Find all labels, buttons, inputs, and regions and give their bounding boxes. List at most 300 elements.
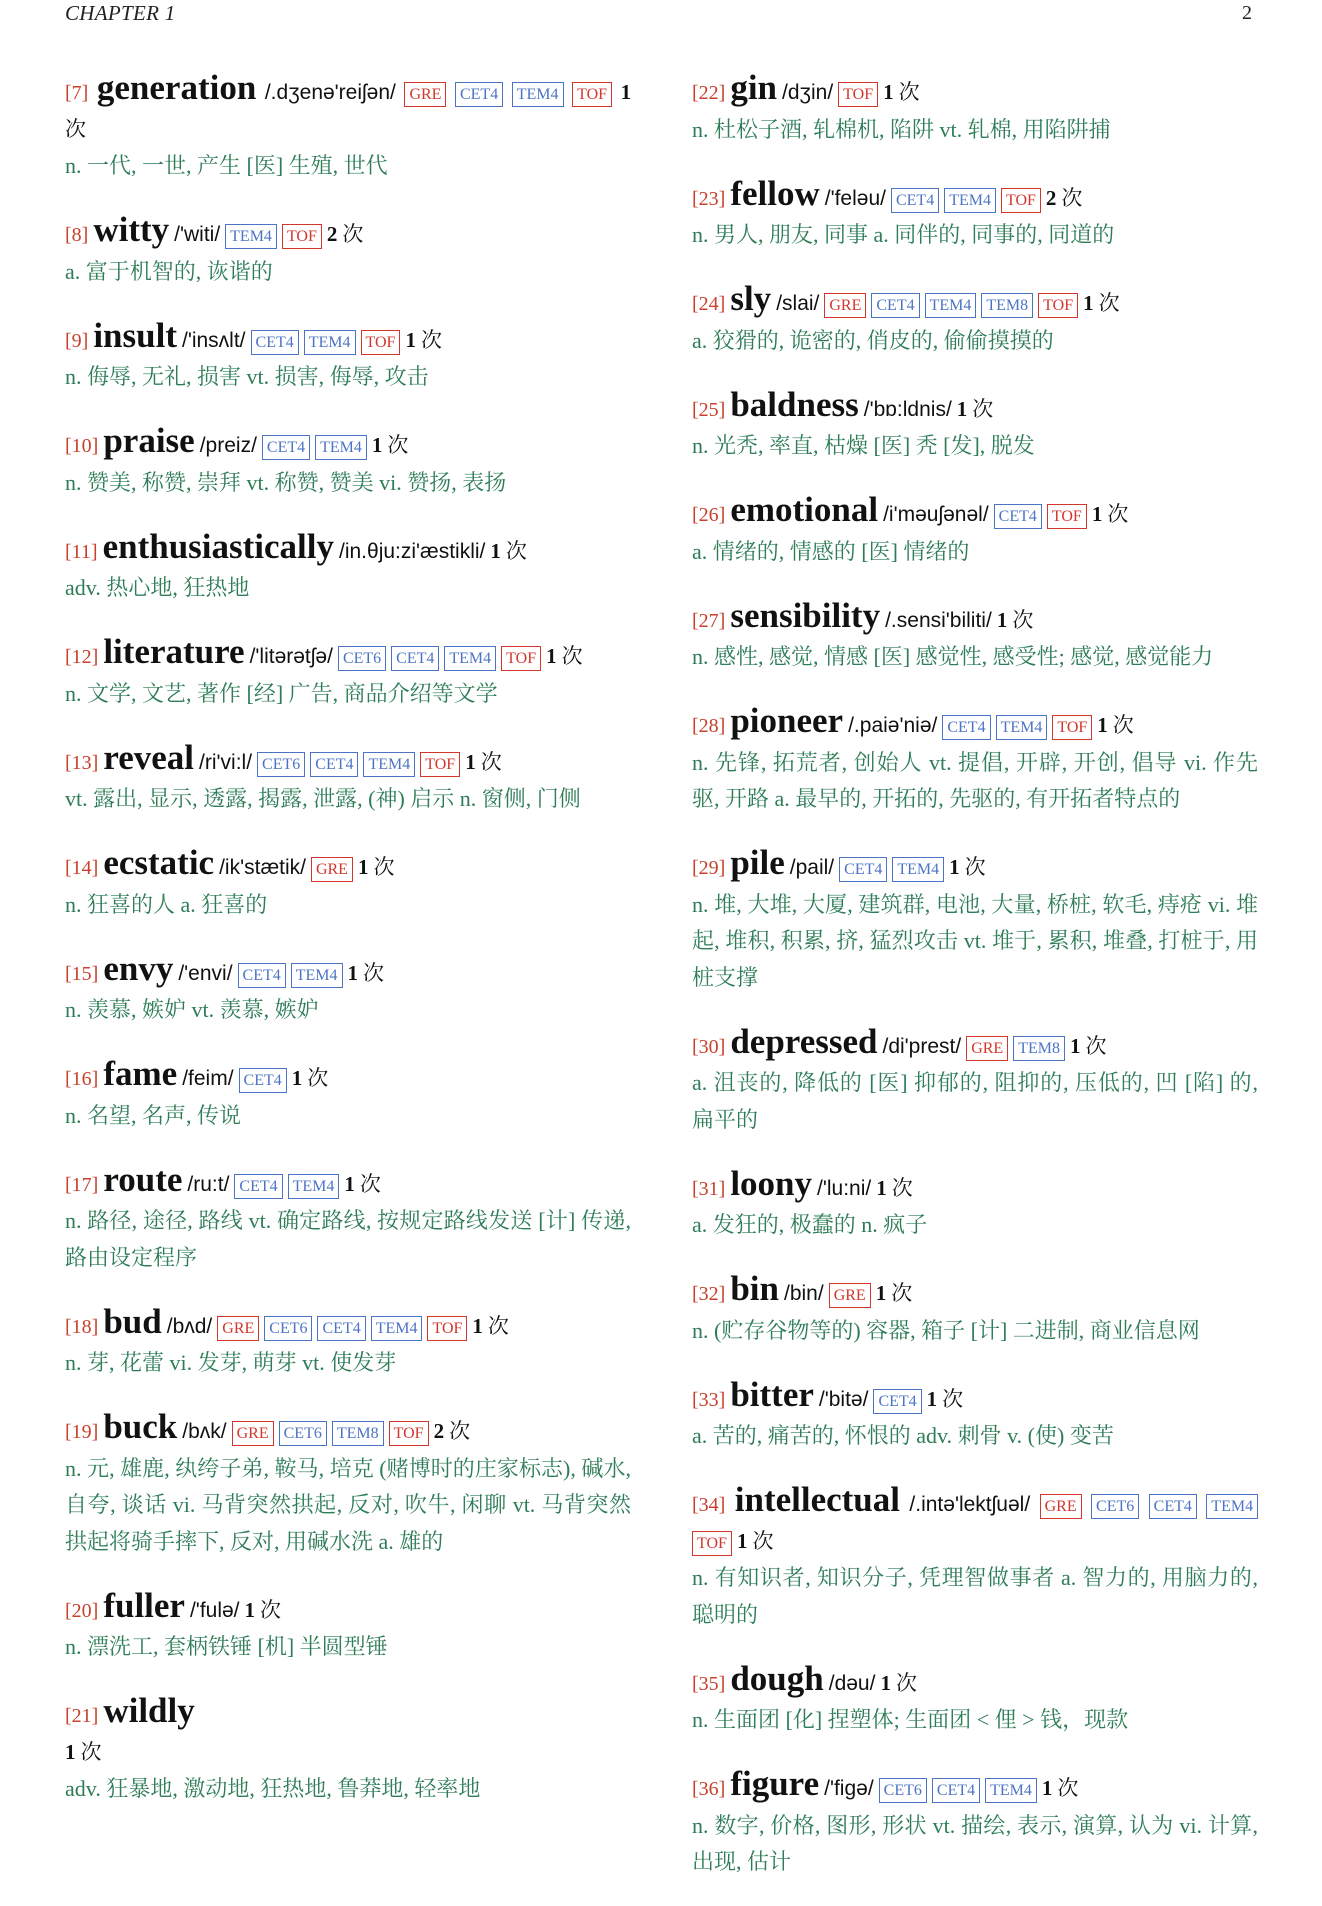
tag-cet4-badge: CET4 <box>1149 1494 1197 1519</box>
tag-cet4-badge: CET4 <box>317 1316 365 1341</box>
occurrence-count: 1 <box>875 1281 887 1305</box>
headword: insult <box>93 315 177 355</box>
pronunciation: /in.θju:zi'æstikli/ <box>339 539 486 563</box>
tag-gre-badge: GRE <box>217 1316 259 1341</box>
occurrence-count: 1 <box>472 1313 483 1338</box>
tag-tem4-badge: TEM4 <box>288 1174 340 1199</box>
pronunciation: /'envi/ <box>178 961 233 985</box>
entry-index: [31] <box>692 1177 726 1200</box>
vocab-entry <box>692 68 1258 148</box>
occurrence-unit: 次 <box>964 855 986 879</box>
tag-tem4-badge: TEM4 <box>315 435 367 460</box>
entry-headline <box>692 1480 1258 1560</box>
right-column <box>692 68 1258 1906</box>
tag-tem4-badge: TEM4 <box>1206 1494 1258 1519</box>
tag-cet6-badge: CET6 <box>1091 1494 1139 1519</box>
tag-cet4-badge: CET4 <box>932 1778 980 1803</box>
occurrence-count: 1 <box>1083 291 1094 315</box>
pronunciation: /i'məuʃənəl/ <box>883 503 989 526</box>
pronunciation: /'feləu/ <box>824 186 886 210</box>
occurrence-unit: 次 <box>342 222 364 246</box>
pronunciation: /bʌk/ <box>182 1420 227 1443</box>
entry-index: [23] <box>692 187 726 210</box>
tag-cet6-badge: CET6 <box>338 646 386 671</box>
headword: fuller <box>103 1585 185 1625</box>
headword: wildly <box>103 1691 195 1730</box>
pronunciation: /.sensi'biliti/ <box>885 608 992 632</box>
vocab-entry <box>65 949 631 1029</box>
headword: literature <box>103 632 245 671</box>
entry-headline <box>65 632 631 676</box>
occurrence-unit: 次 <box>1107 502 1129 526</box>
tag-cet4-badge: CET4 <box>891 188 939 213</box>
occurrence-count: 2 <box>1045 185 1057 210</box>
tag-cet4-badge: CET4 <box>262 435 310 460</box>
entry-index: [10] <box>65 435 99 457</box>
occurrence-unit: 次 <box>363 960 385 985</box>
occurrence-count: 1 <box>546 644 557 668</box>
entry-index: [27] <box>692 609 726 632</box>
occurrence-unit: 次 <box>65 116 86 141</box>
headword: bin <box>730 1269 779 1308</box>
tag-cet6-badge: CET6 <box>279 1421 327 1446</box>
vocab-entry <box>692 701 1258 818</box>
tag-cet4-badge: CET4 <box>251 330 299 355</box>
occurrence-unit: 次 <box>1112 713 1134 737</box>
tag-tof-badge: TOF <box>572 82 612 107</box>
vocab-entry <box>692 1480 1258 1633</box>
definition: a. 沮丧的, 降低的 [医] 抑郁的, 阻抑的, 压低的, 凹 [陷] 的, 扁平的 <box>692 1070 1258 1132</box>
headword: ecstatic <box>103 843 215 882</box>
tag-tem4-badge: TEM4 <box>925 293 977 318</box>
occurrence-count: 1 <box>465 749 476 774</box>
entry-headline <box>692 1269 1258 1313</box>
headword: intellectual <box>734 1480 900 1519</box>
headword: gin <box>730 68 778 107</box>
occurrence-count: 1 <box>291 1066 303 1090</box>
definition: n. (贮存谷物等的) 容器, 箱子 [计] 二进制, 商业信息网 <box>692 1317 1200 1343</box>
entry-index: [24] <box>692 293 726 315</box>
entry-headline <box>65 1054 631 1098</box>
entry-index: [18] <box>65 1315 99 1338</box>
pronunciation: /'bitə/ <box>818 1387 869 1411</box>
headword: loony <box>730 1163 813 1203</box>
tag-tem4-badge: TEM4 <box>512 82 564 107</box>
vocab-entry <box>692 1022 1258 1139</box>
occurrence-count: 1 <box>926 1386 938 1411</box>
pronunciation: /preiz/ <box>199 434 257 457</box>
vocab-entry <box>692 174 1258 254</box>
entry-index: [35] <box>692 1672 726 1695</box>
tag-gre-badge: GRE <box>311 857 353 882</box>
occurrence-unit: 次 <box>420 327 442 352</box>
occurrence-count: 1 <box>956 396 968 421</box>
occurrence-count: 1 <box>371 433 383 457</box>
occurrence-unit: 次 <box>487 1313 509 1338</box>
entry-index: [14] <box>65 857 99 879</box>
tag-cet4-badge: CET4 <box>310 752 358 777</box>
definition: n. 羡慕, 嫉妒 vt. 羡慕, 嫉妒 <box>65 997 319 1022</box>
tag-tem8-badge: TEM8 <box>981 293 1033 318</box>
definition: n. 文学, 文艺, 著作 [经] 广告, 商品介绍等文学 <box>65 680 498 706</box>
occurrence-unit: 次 <box>480 749 502 774</box>
vocab-entry <box>692 1164 1258 1244</box>
occurrence-unit: 次 <box>898 80 920 104</box>
tag-cet4-badge: CET4 <box>873 1389 921 1414</box>
pronunciation: /pail/ <box>789 856 835 879</box>
entry-index: [34] <box>692 1494 726 1516</box>
pronunciation: /bin/ <box>783 1282 824 1305</box>
entry-index: [29] <box>692 857 726 879</box>
definition: n. 路径, 途径, 路线 vt. 确定路线, 按规定路线发送 [计] 传递, 路由设定程序 <box>65 1208 631 1270</box>
entry-index: [32] <box>692 1283 726 1305</box>
vocab-entry <box>692 279 1258 359</box>
occurrence-unit: 次 <box>260 1597 282 1622</box>
entry-headline <box>692 1764 1258 1808</box>
tag-tof-badge: TOF <box>1047 504 1087 529</box>
tag-gre-badge: GRE <box>404 82 446 107</box>
occurrence-unit: 次 <box>972 396 994 421</box>
tag-tof-badge: TOF <box>420 752 460 777</box>
tag-cet4-badge: CET4 <box>871 293 919 318</box>
occurrence-count: 1 <box>244 1597 256 1622</box>
occurrence-unit: 次 <box>1012 607 1034 632</box>
tag-tem4-badge: TEM4 <box>892 857 944 882</box>
headword: sly <box>730 279 772 318</box>
tag-gre-badge: GRE <box>232 1421 274 1446</box>
headword: sensibility <box>730 595 881 635</box>
definition: n. 堆, 大堆, 大厦, 建筑群, 电池, 大量, 桥桩, 软毛, 痔疮 vi. 堆起, 堆积, 积累, 挤, 猛烈攻击 vt. 堆于, 累积, 堆叠, 打桩于, 用桩支撑 <box>692 891 1258 990</box>
pronunciation: /'lu:ni/ <box>817 1176 872 1200</box>
definition: n. 赞美, 称赞, 崇拜 vt. 称赞, 赞美 vi. 赞扬, 表扬 <box>65 469 507 495</box>
headword: fellow <box>730 173 820 213</box>
vocab-entry <box>65 843 631 923</box>
entry-headline <box>65 316 631 360</box>
entry-index: [17] <box>65 1173 99 1196</box>
occurrence-unit: 次 <box>359 1171 381 1196</box>
pronunciation: /.intə'lektʃuəl/ <box>909 1493 1031 1516</box>
occurrence-count: 1 <box>405 327 416 352</box>
vocab-entry <box>692 843 1258 996</box>
entry-index: [15] <box>65 962 99 985</box>
entry-index: [13] <box>65 751 99 774</box>
definition: a. 发狂的, 极蠢的 n. 疯子 <box>692 1212 928 1237</box>
tag-tem4-badge: TEM4 <box>291 963 343 988</box>
definition: n. 名望, 名声, 传说 <box>65 1102 242 1128</box>
definition: n. 芽, 花蕾 vi. 发芽, 萌芽 vt. 使发芽 <box>65 1350 397 1375</box>
headword: reveal <box>103 737 195 777</box>
occurrence-unit: 次 <box>307 1066 329 1090</box>
occurrence-count: 1 <box>736 1528 748 1553</box>
occurrence-count: 1 <box>1041 1776 1053 1800</box>
entry-index: [22] <box>692 82 726 104</box>
entry-headline <box>65 738 631 782</box>
tag-tof-badge: TOF <box>1052 715 1092 740</box>
tag-tof-badge: TOF <box>501 646 541 671</box>
tag-tem8-badge: TEM8 <box>332 1421 384 1446</box>
entry-headline <box>692 1022 1258 1066</box>
headword: bud <box>103 1301 162 1341</box>
pronunciation: /'fulə/ <box>189 1598 240 1622</box>
tag-tem4-badge: TEM4 <box>944 188 996 213</box>
vocab-entry <box>65 421 631 501</box>
pronunciation: /'litərətʃə/ <box>249 645 333 668</box>
entry-index: [26] <box>692 504 726 526</box>
running-head-chapter: CHAPTER 1 <box>65 1 176 25</box>
occurrence-count: 1 <box>344 1171 355 1196</box>
entry-headline <box>65 68 631 148</box>
occurrence-count: 1 <box>883 80 894 104</box>
tag-tem4-badge: TEM4 <box>304 330 356 355</box>
headword: generation <box>96 68 257 107</box>
headword: pioneer <box>730 701 844 740</box>
headword: emotional <box>730 490 879 529</box>
definition: adv. 热心地, 狂热地 <box>65 575 250 600</box>
occurrence-count: 1 <box>65 1739 76 1764</box>
entry-headline <box>65 210 631 254</box>
occurrence-count: 1 <box>1097 713 1108 737</box>
occurrence-unit: 次 <box>942 1386 964 1411</box>
entry-index: [28] <box>692 715 726 737</box>
vocab-entry <box>692 1375 1258 1455</box>
entry-index: [7] <box>65 82 89 104</box>
tag-cet4-badge: CET4 <box>239 1068 287 1093</box>
pronunciation: /di'prest/ <box>882 1034 962 1058</box>
headword: enthusiastically <box>102 526 334 566</box>
occurrence-unit: 次 <box>891 1175 913 1200</box>
definition: n. 侮辱, 无礼, 损害 vt. 损害, 侮辱, 攻击 <box>65 364 429 389</box>
left-column <box>65 68 631 1833</box>
pronunciation: /ri'vi:l/ <box>199 750 253 774</box>
headword: route <box>103 1159 183 1199</box>
headword: buck <box>103 1407 178 1446</box>
occurrence-count: 1 <box>620 80 632 104</box>
tag-tof-badge: TOF <box>282 224 322 249</box>
occurrence-count: 1 <box>490 538 501 563</box>
pronunciation: /.dʒenə'reiʃən/ <box>264 81 396 104</box>
vocab-entry <box>65 1586 631 1666</box>
definition: a. 苦的, 痛苦的, 怀恨的 adv. 刺骨 v. (使) 变苦 <box>692 1423 1114 1448</box>
vocab-entry <box>65 68 631 185</box>
entry-index: [30] <box>692 1035 726 1058</box>
vocab-entry <box>65 1054 631 1134</box>
vocab-entry <box>65 1302 631 1382</box>
entry-headline <box>692 843 1258 887</box>
entry-headline <box>692 1659 1258 1703</box>
entry-index: [16] <box>65 1068 99 1090</box>
occurrence-unit: 次 <box>449 1419 471 1443</box>
definition: n. 感性, 感觉, 情感 [医] 感觉性, 感受性; 感觉, 感觉能力 <box>692 644 1214 669</box>
entry-index: [20] <box>65 1599 99 1622</box>
occurrence-count: 1 <box>1069 1033 1081 1058</box>
entry-headline <box>65 843 631 887</box>
pronunciation: /.paiə'niə/ <box>848 714 938 737</box>
tag-cet4-badge: CET4 <box>455 82 503 107</box>
occurrence-count: 2 <box>433 1419 445 1443</box>
occurrence-unit: 次 <box>752 1528 774 1553</box>
tag-cet4-badge: CET4 <box>994 504 1042 529</box>
vocab-entry <box>692 490 1258 570</box>
pronunciation: /dəu/ <box>828 1671 876 1695</box>
occurrence-count: 1 <box>880 1670 891 1695</box>
pronunciation: /dʒin/ <box>782 81 834 104</box>
headword: praise <box>103 421 195 460</box>
entry-headline <box>692 174 1258 218</box>
vocab-entry <box>692 1269 1258 1349</box>
pronunciation: /'figə/ <box>824 1777 874 1800</box>
occurrence-count: 1 <box>949 855 960 879</box>
entry-index: [11] <box>65 540 98 563</box>
tag-tem4-badge: TEM4 <box>996 715 1048 740</box>
occurrence-unit: 次 <box>895 1670 917 1695</box>
pronunciation: /slai/ <box>776 292 820 315</box>
occurrence-unit: 次 <box>891 1281 913 1305</box>
tag-tof-badge: TOF <box>389 1421 429 1446</box>
occurrence-unit: 次 <box>387 433 409 457</box>
vocab-entry <box>65 1407 631 1560</box>
entry-headline <box>65 1302 631 1346</box>
headword: depressed <box>730 1021 878 1061</box>
pronunciation: /'insʌlt/ <box>181 328 246 352</box>
headword: fame <box>103 1054 178 1093</box>
entry-headline <box>65 949 631 993</box>
definition: n. 漂洗工, 套柄铁锤 [机] 半圆型锤 <box>65 1634 388 1659</box>
tag-tof-badge: TOF <box>361 330 401 355</box>
entry-headline <box>692 279 1258 323</box>
definition: adv. 狂暴地, 激动地, 狂热地, 鲁莽地, 轻率地 <box>65 1776 481 1801</box>
definition: n. 元, 雄鹿, 纨绔子弟, 鞍马, 培克 (赌博时的庄家标志), 碱水, 自夸, 谈话 vi. 马背突然拱起, 反对, 吹牛, 闲聊 vt. 马背突然拱起将骑手摔下, 反对, 用碱水洗 a. 雄的 <box>65 1455 631 1554</box>
definition: n. 光秃, 率直, 枯燥 [医] 秃 [发], 脱发 <box>692 433 1035 458</box>
headword: figure <box>730 1764 820 1803</box>
headword: bitter <box>730 1374 814 1414</box>
pronunciation: /feim/ <box>182 1067 234 1090</box>
entry-headline <box>65 1586 631 1630</box>
entry-headline <box>65 421 631 465</box>
occurrence-unit: 次 <box>1098 291 1120 315</box>
entry-headline <box>692 1164 1258 1208</box>
pronunciation: /bʌd/ <box>166 1314 213 1338</box>
occurrence-unit: 次 <box>80 1739 102 1764</box>
vocab-entry <box>65 1691 631 1808</box>
entry-index: [21] <box>65 1705 99 1727</box>
tag-gre-badge: GRE <box>829 1283 871 1308</box>
occurrence-count: 1 <box>347 960 359 985</box>
headword: envy <box>103 948 174 988</box>
entry-index: [25] <box>692 398 726 421</box>
tag-tof-badge: TOF <box>1038 293 1078 318</box>
tag-tof-badge: TOF <box>838 82 878 107</box>
occurrence-count: 1 <box>996 607 1008 632</box>
definition: n. 一代, 一世, 产生 [医] 生殖, 世代 <box>65 153 388 178</box>
tag-tem4-badge: TEM4 <box>444 646 496 671</box>
definition: vt. 露出, 显示, 透露, 揭露, 泄露, (神) 启示 n. 窗侧, 门侧 <box>65 786 581 811</box>
tag-tof-badge: TOF <box>1001 188 1041 213</box>
tag-tem8-badge: TEM8 <box>1013 1036 1065 1061</box>
definition: n. 先锋, 拓荒者, 创始人 vt. 提倡, 开辟, 开创, 倡导 vi. 作先驱, 开路 a. 最早的, 开拓的, 先驱的, 有开拓者特点的 <box>692 749 1258 811</box>
occurrence-count: 1 <box>876 1175 887 1200</box>
tag-tem4-badge: TEM4 <box>985 1778 1037 1803</box>
occurrence-count: 1 <box>357 855 369 879</box>
pronunciation: /'bɒ:ldnis/ <box>863 397 952 421</box>
definition: a. 狡猾的, 诡密的, 俏皮的, 偷偷摸摸的 <box>692 327 1054 353</box>
entry-headline <box>692 1375 1258 1419</box>
pronunciation: /ik'stætik/ <box>219 856 306 879</box>
tag-tem4-badge: TEM4 <box>225 224 277 249</box>
tag-gre-badge: GRE <box>1040 1494 1082 1519</box>
occurrence-unit: 次 <box>373 855 395 879</box>
tag-cet4-badge: CET4 <box>234 1174 282 1199</box>
tag-tem4-badge: TEM4 <box>371 1316 423 1341</box>
vocab-entry <box>65 632 631 712</box>
entry-headline <box>65 1407 631 1451</box>
vocab-entry <box>65 1160 631 1277</box>
tag-cet6-badge: CET6 <box>264 1316 312 1341</box>
tag-cet4-badge: CET4 <box>238 963 286 988</box>
occurrence-unit: 次 <box>561 644 583 668</box>
occurrence-count: 2 <box>326 222 338 246</box>
occurrence-unit: 次 <box>1057 1776 1079 1800</box>
entry-headline <box>692 490 1258 534</box>
occurrence-count: 1 <box>1091 502 1103 526</box>
tag-tem4-badge: TEM4 <box>363 752 415 777</box>
vocab-entry <box>692 596 1258 676</box>
tag-tof-badge: TOF <box>427 1316 467 1341</box>
definition: n. 数字, 价格, 图形, 形状 vt. 描绘, 表示, 演算, 认为 vi. 计算, 出现, 估计 <box>692 1812 1258 1874</box>
definition: a. 情绪的, 情感的 [医] 情绪的 <box>692 538 970 564</box>
vocab-entry <box>65 527 631 607</box>
entry-headline <box>692 385 1258 429</box>
entry-index: [12] <box>65 646 99 668</box>
entry-index: [36] <box>692 1778 726 1800</box>
headword: witty <box>93 210 170 249</box>
definition: n. 杜松子酒, 轧棉机, 陷阱 vt. 轧棉, 用陷阱捕 <box>692 116 1111 142</box>
definition: a. 富于机智的, 诙谐的 <box>65 258 273 284</box>
headword: pile <box>730 843 785 882</box>
tag-cet6-badge: CET6 <box>879 1778 927 1803</box>
definition: n. 生面团 [化] 捏塑体; 生面团 < 俚 > 钱，现款 <box>692 1707 1129 1732</box>
pronunciation: /'witi/ <box>174 223 221 246</box>
definition: n. 狂喜的人 a. 狂喜的 <box>65 891 268 917</box>
entry-headline <box>65 1691 631 1771</box>
entry-index: [19] <box>65 1421 99 1443</box>
entry-headline <box>692 596 1258 640</box>
entry-headline <box>65 1160 631 1204</box>
headword: dough <box>730 1658 824 1698</box>
occurrence-unit: 次 <box>1061 185 1083 210</box>
tag-cet6-badge: CET6 <box>257 752 305 777</box>
definition: n. 男人, 朋友, 同事 a. 同伴的, 同事的, 同道的 <box>692 222 1115 247</box>
pronunciation: /ru:t/ <box>187 1172 230 1196</box>
entry-index: [33] <box>692 1388 726 1411</box>
entry-index: [9] <box>65 329 89 352</box>
tag-gre-badge: GRE <box>824 293 866 318</box>
tag-cet4-badge: CET4 <box>942 715 990 740</box>
entry-headline <box>65 527 631 571</box>
entry-index: [8] <box>65 224 89 246</box>
entry-headline <box>692 701 1258 745</box>
vocab-entry <box>692 1659 1258 1739</box>
entry-headline <box>692 68 1258 112</box>
vocab-entry <box>65 210 631 290</box>
headword: baldness <box>730 384 859 424</box>
tag-tof-badge: TOF <box>692 1531 732 1556</box>
page-number: 2 <box>1242 2 1252 24</box>
tag-cet4-badge: CET4 <box>839 857 887 882</box>
definition: n. 有知识者, 知识分子, 凭理智做事者 a. 智力的, 用脑力的, 聪明的 <box>692 1565 1258 1627</box>
tag-cet4-badge: CET4 <box>391 646 439 671</box>
vocab-entry <box>692 385 1258 465</box>
vocab-entry <box>692 1764 1258 1881</box>
